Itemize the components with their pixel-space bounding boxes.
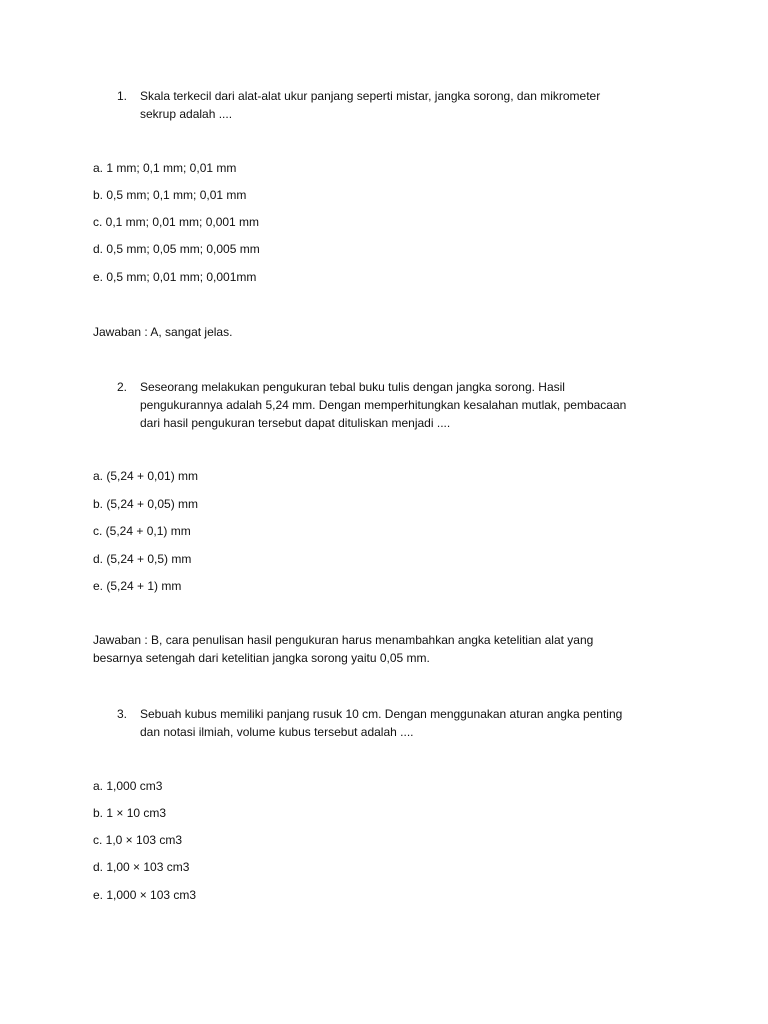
- option-b: b. (5,24 + 0,05) mm: [93, 497, 199, 511]
- answer-text: Jawaban : A, sangat jelas.: [93, 325, 233, 339]
- question-text-line: pengukurannya adalah 5,24 mm. Dengan memperhitungkan kesalahan mutlak, pembacaan: [140, 398, 627, 412]
- question-text-line: Sebuah kubus memiliki panjang rusuk 10 cm. Dengan menggunakan aturan angka penting: [140, 707, 623, 721]
- option-c: c. (5,24 + 0,1) mm: [93, 524, 191, 538]
- question-text-line: Seseorang melakukan pengukuran tebal buku tulis dengan jangka sorong. Hasil: [140, 380, 565, 394]
- answer-text: Jawaban : B, cara penulisan hasil pengukuran harus menambahkan angka ketelitian alat yang: [93, 633, 594, 647]
- question-number: 2.: [117, 380, 128, 394]
- option-e: e. 0,5 mm; 0,01 mm; 0,001mm: [93, 270, 257, 284]
- option-a: a. 1,000 cm3: [93, 779, 163, 793]
- question-text-line: sekrup adalah ....: [140, 107, 233, 121]
- option-b: b. 0,5 mm; 0,1 mm; 0,01 mm: [93, 188, 247, 202]
- option-d: d. 0,5 mm; 0,05 mm; 0,005 mm: [93, 242, 260, 256]
- question-text-line: Skala terkecil dari alat-alat ukur panjang seperti mistar, jangka sorong, dan mikrometer: [140, 89, 601, 103]
- question-text-line: dari hasil pengukuran tersebut dapat dituliskan menjadi ....: [140, 416, 451, 430]
- question-number: 3.: [117, 707, 128, 721]
- option-c: c. 1,0 × 103 cm3: [93, 833, 183, 847]
- option-b: b. 1 × 10 cm3: [93, 806, 167, 820]
- option-d: d. (5,24 + 0,5) mm: [93, 552, 192, 566]
- option-a: a. (5,24 + 0,01) mm: [93, 469, 199, 483]
- answer-text: besarnya setengah dari ketelitian jangka sorong yaitu 0,05 mm.: [93, 651, 430, 665]
- option-d: d. 1,00 × 103 cm3: [93, 860, 190, 874]
- question-text-line: dan notasi ilmiah, volume kubus tersebut adalah ....: [140, 725, 414, 739]
- option-c: c. 0,1 mm; 0,01 mm; 0,001 mm: [93, 215, 260, 229]
- option-a: a. 1 mm; 0,1 mm; 0,01 mm: [93, 161, 237, 175]
- option-e: e. 1,000 × 103 cm3: [93, 888, 197, 902]
- option-e: e. (5,24 + 1) mm: [93, 579, 182, 593]
- question-number: 1.: [117, 89, 128, 103]
